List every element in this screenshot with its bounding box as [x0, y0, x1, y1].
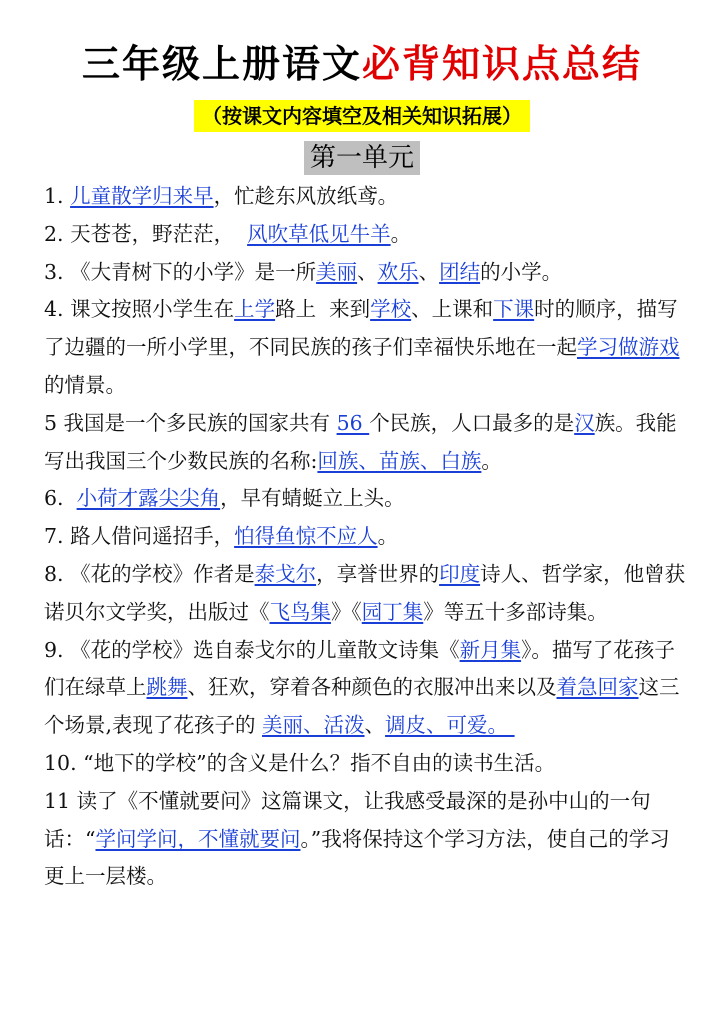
item-text: 9. 《花的学校》选自泰戈尔的儿童散文诗集《	[44, 637, 460, 662]
item-text: 》等五十多部诗集。	[423, 599, 608, 624]
list-item-11	[44, 783, 690, 896]
list-item-4	[44, 291, 690, 404]
title-red-part: 必背知识点总结	[362, 42, 643, 86]
answer-blank: 上学	[234, 297, 276, 322]
list-item-1	[44, 178, 690, 216]
item-text: ，忙趁东风放纸鸢。	[213, 184, 399, 208]
list-item-2	[44, 216, 690, 254]
answer-blank: 汉	[574, 410, 595, 435]
answer-blank: 飞鸟集	[269, 599, 331, 624]
answer-blank: 怕得鱼惊不应人	[234, 524, 378, 549]
answer-blank: 下课	[493, 297, 535, 322]
item-text: 。	[390, 221, 412, 246]
list-item-5	[44, 405, 690, 481]
item-text: 、	[357, 259, 378, 284]
answer-blank: 56	[336, 410, 370, 435]
answer-blank: 美丽、活泼	[262, 713, 365, 738]
item-text: ，早有蜻蜓立上头。	[220, 486, 405, 511]
answer-blank: 小荷才露尖尖角	[76, 486, 221, 511]
answer-blank: 儿童散学归来早	[70, 184, 214, 208]
page-title	[0, 40, 724, 88]
item-text: 3. 《大青树下的小学》是一所	[44, 259, 317, 284]
answer-blank: 学习做游戏	[577, 335, 680, 360]
title-black-part: 三年级上册语文	[81, 42, 362, 86]
answer-blank: 印度	[439, 561, 481, 586]
item-text: 2. 天苍苍，野茫茫，	[44, 221, 248, 246]
answer-blank: 园丁集	[361, 599, 424, 624]
answer-blank: 风吹草低见牛羊	[247, 221, 391, 246]
answer-blank: 跳舞	[146, 675, 188, 700]
answer-blank: 团结	[439, 259, 481, 284]
item-text: 》《	[331, 599, 362, 624]
subtitle-row	[0, 100, 724, 132]
item-text: 个民族，人口最多的是	[369, 410, 575, 435]
item-text: 、上课和	[411, 297, 494, 322]
item-text: 。”我将保持这个学习方法，使自己的学习更上一层楼。	[44, 826, 670, 889]
item-text: 10. “地下的学校”的含义是什么？指不自由的读书生活。	[44, 750, 556, 775]
item-text: 这三个场景,表现了花孩子的	[44, 675, 680, 738]
list-item-7	[44, 518, 690, 556]
item-text: 的小学。	[480, 259, 563, 284]
list-item-8	[44, 556, 690, 632]
item-text: 4. 课文按照小学生在	[44, 297, 235, 322]
item-text: 族。我能写出我国三个少数民族的名称:	[44, 410, 677, 473]
answer-blank: 学问学问，不懂就要问	[95, 826, 301, 851]
answer-blank: 回族、苗族、白族	[317, 448, 482, 473]
item-text: 。	[481, 448, 502, 473]
answer-blank: 欢乐	[377, 259, 419, 284]
item-text: 、	[364, 713, 386, 738]
item-text: 诗人、哲学家，他曾获诺贝尔文学奖，出版过《	[44, 561, 686, 624]
item-text: 、	[418, 259, 440, 284]
item-text: 路上 来到	[275, 297, 371, 322]
item-text: ，享誉世界的	[316, 561, 440, 586]
item-list	[44, 178, 690, 896]
subtitle: （按课文内容填空及相关知识拓展）	[194, 100, 530, 132]
item-text: 5 我国是一个多民族的国家共有	[44, 410, 337, 435]
answer-blank: 美丽	[316, 259, 358, 284]
answer-blank: 调皮、可爱。	[385, 713, 515, 738]
item-text: 时的顺序，描写了边疆的一所小学里，不同民族的孩子们幸福快乐地在一起	[44, 297, 678, 360]
answer-blank: 着急回家	[556, 675, 639, 700]
item-text: 7. 路人借问遥招手，	[44, 524, 235, 549]
item-text: 11 读了《不懂就要问》这篇课文，让我感受最深的是孙中山的一句话：“	[44, 788, 651, 851]
unit-heading: 第一单元	[304, 141, 420, 175]
answer-blank: 泰戈尔	[254, 561, 317, 586]
item-text: 6.	[44, 486, 77, 511]
list-item-3	[44, 254, 690, 292]
answer-blank: 学校	[370, 297, 412, 322]
item-text: 。	[377, 524, 399, 549]
item-text: 、狂欢，穿着各种颜色的衣服冲出来以及	[187, 675, 557, 700]
list-item-9	[44, 632, 690, 745]
item-text: 8. 《花的学校》作者是	[44, 561, 255, 586]
unit-heading-row	[0, 141, 724, 175]
item-text: 》。描写了花孩子们在绿草上	[44, 637, 675, 700]
item-text: 1.	[44, 184, 71, 208]
list-item-6	[44, 480, 690, 518]
answer-blank: 新月集	[459, 637, 522, 662]
item-text: 的情景。	[44, 372, 126, 397]
list-item-10	[44, 745, 690, 783]
